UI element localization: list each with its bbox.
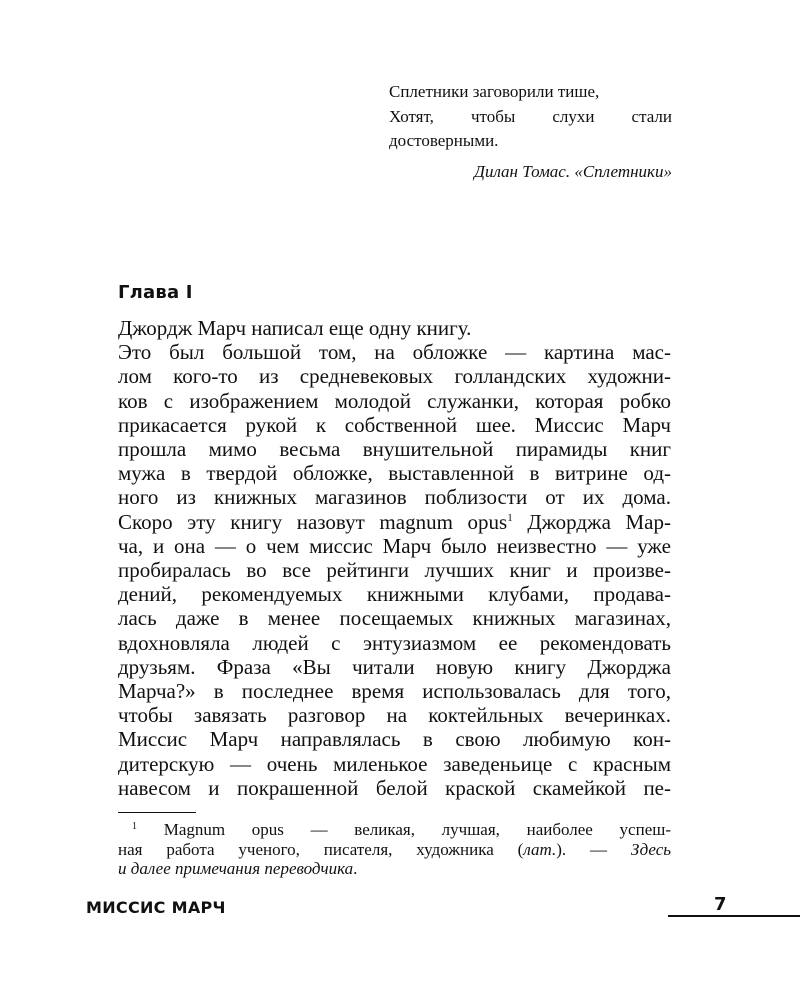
- body-line: прикасается рукой к собственной шее. Миссис Марч: [118, 412, 671, 437]
- body-line: друзьям. Фраза «Вы читали новую книгу Джорджа: [118, 654, 671, 679]
- epigraph-line-1: Сплетники заговорили тише,: [389, 82, 600, 101]
- body-line: ного из книжных магазинов поблизости от их дома.: [118, 485, 671, 510]
- footnote: [118, 820, 671, 879]
- body-line: мужа в твердой обложке, выставленной в витрине од-: [118, 461, 671, 486]
- body-line: Джордж Марч написал еще одну книгу.: [118, 316, 472, 340]
- body-line: навесом и покрашенной белой краской скамейкой пе-: [118, 775, 671, 800]
- body-line: Это был большой том, на обложке — картина мас-: [118, 340, 671, 365]
- footnote-mark: 1: [132, 821, 137, 832]
- epigraph-attribution: Дилан Томас. «Сплетники»: [474, 161, 672, 181]
- body-line: Марча?» в последнее время использовалась для того,: [118, 679, 671, 704]
- footnote-line: и далее примечания переводчика.: [118, 859, 358, 878]
- body-line: ков с изображением молодой служанки, которая робко: [118, 388, 671, 413]
- footnote-line: $^1$ Magnum opus — великая, лучшая, наиболее успеш-: [132, 820, 671, 839]
- body-line: дений, рекомендуемых книжными клубами, продава-: [118, 582, 671, 607]
- body-line: вдохновляла людей с энтузиазмом ее рекомендовать: [118, 630, 671, 655]
- epigraph: [389, 80, 672, 184]
- body-line: Миссис Марч направлялась в свою любимую кон-: [118, 727, 671, 752]
- footnote-divider: [118, 812, 196, 813]
- body-line: дитерскую — очень миленькое заведеньице с красным: [118, 751, 671, 776]
- running-title: МИССИС МАРЧ: [86, 898, 226, 917]
- epigraph-line-2: Хотят, чтобы слухи стали: [389, 106, 672, 126]
- body-line: лась даже в менее посещаемых книжных магазинах,: [118, 606, 671, 631]
- body-line: ча, и она — о чем миссис Марч было неизвестно — уже: [118, 533, 671, 558]
- epigraph-line-3: достоверными.: [389, 131, 499, 150]
- body-line: чтобы завязать разговор на коктейльных вечеринках.: [118, 703, 671, 728]
- footnote-line: ная работа ученого, писателя, художника (лат.). — Здесь: [118, 839, 671, 859]
- chapter-heading: Глава I: [118, 282, 193, 303]
- footnote-ref[interactable]: 1: [507, 511, 513, 524]
- body-line: Скоро эту книгу назовут magnum opus$^1$ Джорджа Мар-: [118, 509, 671, 534]
- page-number: 7: [714, 894, 727, 915]
- body-line: пробиралась во все рейтинги лучших книг и произве-: [118, 558, 671, 583]
- body-text: [118, 316, 671, 800]
- body-line: лом кого-то из средневековых голландских художни-: [118, 364, 671, 389]
- page-number-rule: [668, 915, 800, 917]
- body-line: прошла мимо весьма внушительной пирамиды книг: [118, 437, 671, 462]
